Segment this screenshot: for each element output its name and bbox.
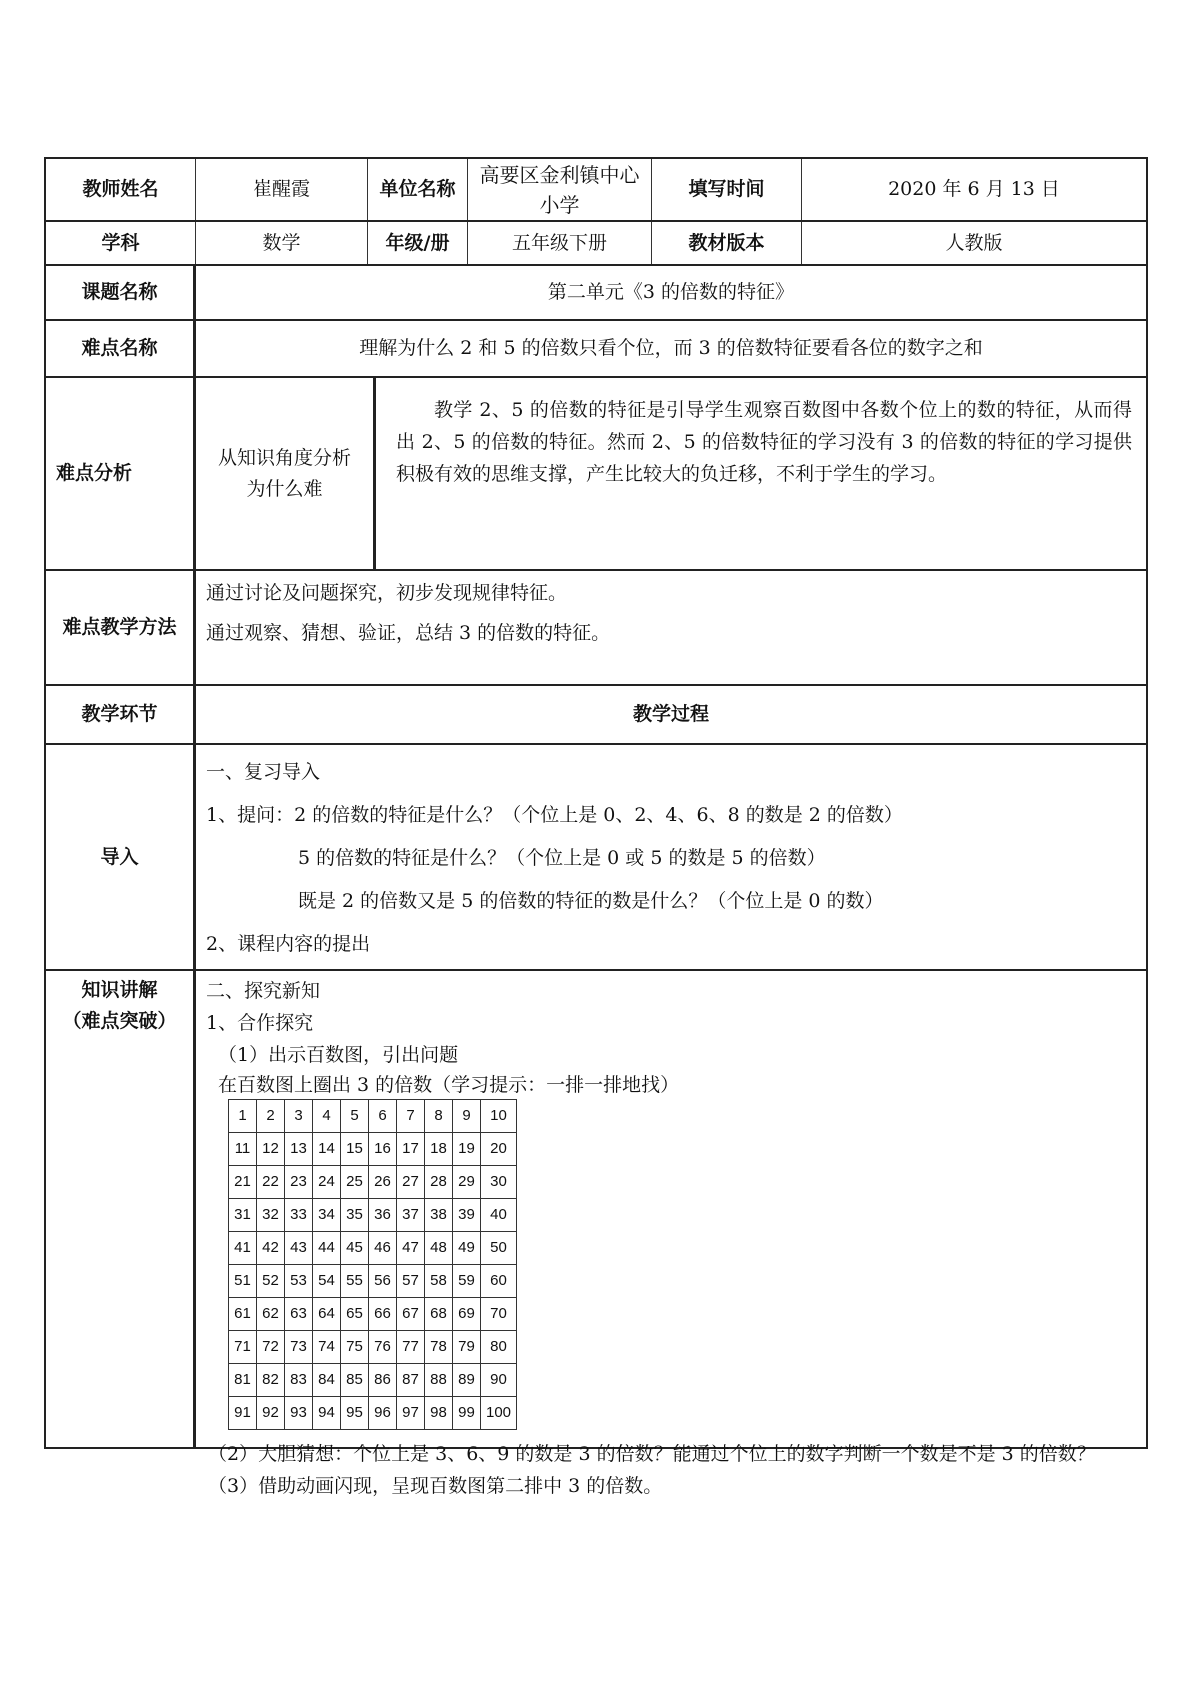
knowledge-line-1: 二、探究新知 [206,980,321,1002]
hundred-chart-cell: 41 [229,1232,257,1265]
hundred-chart-cell: 19 [453,1133,481,1166]
method-row [44,571,1148,686]
hundred-chart-cell: 68 [425,1298,453,1331]
hundred-chart-cell: 26 [369,1166,397,1199]
hundred-chart-cell: 24 [313,1166,341,1199]
hundred-chart-row [229,1232,517,1265]
hundred-chart-cell: 61 [229,1298,257,1331]
hundred-chart-cell: 31 [229,1199,257,1232]
hundred-chart-cell: 100 [481,1397,517,1430]
grade-label: 年级/册 [368,222,468,264]
knowledge-row [44,971,1148,1497]
hundred-chart-cell: 53 [285,1265,313,1298]
hundred-chart-cell: 38 [425,1199,453,1232]
hundred-chart-cell: 4 [313,1100,341,1133]
analysis-sub-label: 从知识角度分析为什么难 [196,378,376,569]
hundred-chart-cell: 16 [369,1133,397,1166]
hundred-chart-cell: 23 [285,1166,313,1199]
hundred-chart [228,1099,517,1430]
hundred-chart-row [229,1133,517,1166]
hundred-chart-row [229,1397,517,1430]
hundred-chart-cell: 2 [257,1100,285,1133]
hundred-chart-cell: 10 [481,1100,517,1133]
hundred-chart-cell: 83 [285,1364,313,1397]
difficulty-value: 理解为什么 2 和 5 的倍数只看个位，而 3 的倍数特征要看各位的数字之和 [359,337,983,360]
hundred-chart-cell: 45 [341,1232,369,1265]
grade-value: 五年级下册 [468,222,652,264]
hundred-chart-cell: 58 [425,1265,453,1298]
intro-line-5: 2、课程内容的提出 [206,933,371,955]
hundred-chart-cell: 49 [453,1232,481,1265]
hundred-chart-cell: 90 [481,1364,517,1397]
knowledge-line-5: （2）大胆猜想：个位上是 3、6、9 的数是 3 的倍数？能通过个位上的数字判断一个数是不是 3 的倍数？ [208,1443,1096,1465]
analysis-text: 教学 2、5 的倍数的特征是引导学生观察百数图中各数个位上的数的特征，从而得出 2、5 的倍数的特征。然而 2、5 的倍数特征的学习没有 3 的倍数的特征的学习提供积极有效的思维支撑，产生比较大的负迁移，不利于学生的学习。 [396,399,1132,485]
topic-row [44,266,1148,321]
hundred-chart-cell: 27 [397,1166,425,1199]
hundred-chart-cell: 28 [425,1166,453,1199]
analysis-row [44,378,1148,571]
hundred-chart-cell: 74 [313,1331,341,1364]
process-header-row [44,686,1148,745]
analysis-label: 难点分析 [46,378,196,569]
hundred-chart-cell: 79 [453,1331,481,1364]
hundred-chart-cell: 93 [285,1397,313,1430]
topic-value: 第二单元《3 的倍数的特征》 [547,281,795,304]
hundred-chart-cell: 64 [313,1298,341,1331]
hundred-chart-cell: 50 [481,1232,517,1265]
hundred-chart-cell: 5 [341,1100,369,1133]
lesson-plan-table [44,157,1148,1497]
knowledge-label: 知识讲解 [81,979,158,1001]
hundred-chart-cell: 6 [369,1100,397,1133]
header-row-1 [44,157,1148,222]
hundred-chart-row [229,1100,517,1133]
hundred-chart-cell: 72 [257,1331,285,1364]
process-label: 教学环节 [46,686,196,743]
hundred-chart-row [229,1166,517,1199]
hundred-chart-cell: 70 [481,1298,517,1331]
knowledge-line-4: 在百数图上圈出 3 的倍数（学习提示：一排一排地找） [218,1074,680,1096]
knowledge-label-2: （难点突破） [62,1010,177,1032]
hundred-chart-cell: 54 [313,1265,341,1298]
hundred-chart-cell: 57 [397,1265,425,1298]
hundred-chart-cell: 35 [341,1199,369,1232]
teacher-label: 教师姓名 [46,159,196,220]
hundred-chart-cell: 99 [453,1397,481,1430]
hundred-chart-cell: 51 [229,1265,257,1298]
header-row-2 [44,222,1148,266]
hundred-chart-cell: 20 [481,1133,517,1166]
hundred-chart-cell: 87 [397,1364,425,1397]
hundred-chart-cell: 91 [229,1397,257,1430]
hundred-chart-cell: 66 [369,1298,397,1331]
hundred-chart-cell: 29 [453,1166,481,1199]
hundred-chart-row [229,1199,517,1232]
difficulty-label: 难点名称 [46,321,196,376]
hundred-chart-cell: 21 [229,1166,257,1199]
hundred-chart-cell: 94 [313,1397,341,1430]
hundred-chart-cell: 52 [257,1265,285,1298]
hundred-chart-cell: 65 [341,1298,369,1331]
hundred-chart-cell: 55 [341,1265,369,1298]
hundred-chart-cell: 96 [369,1397,397,1430]
hundred-chart-cell: 47 [397,1232,425,1265]
subject-value: 数学 [196,222,368,264]
intro-line-2: 1、提问：2 的倍数的特征是什么？（个位上是 0、2、4、6、8 的数是 2 的倍数） [206,804,903,826]
hundred-chart-cell: 85 [341,1364,369,1397]
topic-label: 课题名称 [46,266,196,319]
hundred-chart-cell: 63 [285,1298,313,1331]
hundred-chart-row [229,1331,517,1364]
hundred-chart-cell: 33 [285,1199,313,1232]
knowledge-content [196,971,1146,1497]
hundred-chart-cell: 98 [425,1397,453,1430]
intro-row [44,745,1148,971]
hundred-chart-cell: 7 [397,1100,425,1133]
hundred-chart-cell: 59 [453,1265,481,1298]
hundred-chart-cell: 86 [369,1364,397,1397]
teacher-value: 崔醒霞 [196,159,368,220]
hundred-chart-cell: 14 [313,1133,341,1166]
hundred-chart-row [229,1364,517,1397]
hundred-chart-row [229,1298,517,1331]
hundred-chart-cell: 56 [369,1265,397,1298]
unit-label: 单位名称 [368,159,468,220]
hundred-chart-cell: 34 [313,1199,341,1232]
date-label: 填写时间 [652,159,802,220]
hundred-chart-cell: 17 [397,1133,425,1166]
intro-line-4: 既是 2 的倍数又是 5 的倍数的特征的数是什么？（个位上是 0 的数） [298,890,884,912]
hundred-chart-cell: 60 [481,1265,517,1298]
method-line-1: 通过讨论及问题探究，初步发现规律特征。 [206,582,568,604]
method-content [196,571,1146,684]
hundred-chart-cell: 77 [397,1331,425,1364]
hundred-chart-cell: 32 [257,1199,285,1232]
hundred-chart-cell: 62 [257,1298,285,1331]
hundred-chart-cell: 9 [453,1100,481,1133]
hundred-chart-cell: 13 [285,1133,313,1166]
hundred-chart-cell: 89 [453,1364,481,1397]
hundred-chart-cell: 36 [369,1199,397,1232]
hundred-chart-cell: 39 [453,1199,481,1232]
edition-label: 教材版本 [652,222,802,264]
hundred-chart-cell: 81 [229,1364,257,1397]
edition-value: 人教版 [945,231,1003,254]
date-value: 2020 年 6 月 13 日 [888,178,1060,201]
hundred-chart-row [229,1265,517,1298]
hundred-chart-cell: 84 [313,1364,341,1397]
process-title: 教学过程 [632,703,709,726]
difficulty-row [44,321,1148,378]
hundred-chart-cell: 42 [257,1232,285,1265]
intro-line-1: 一、复习导入 [206,761,321,783]
hundred-chart-cell: 95 [341,1397,369,1430]
hundred-chart-cell: 37 [397,1199,425,1232]
hundred-chart-cell: 97 [397,1397,425,1430]
intro-label: 导入 [46,745,196,969]
hundred-chart-cell: 18 [425,1133,453,1166]
knowledge-line-6: （3）借助动画闪现，呈现百数图第二排中 3 的倍数。 [208,1475,663,1497]
hundred-chart-cell: 40 [481,1199,517,1232]
hundred-chart-cell: 3 [285,1100,313,1133]
hundred-chart-cell: 88 [425,1364,453,1397]
unit-value: 高要区金利镇中心小学 [468,159,652,220]
hundred-chart-cell: 67 [397,1298,425,1331]
hundred-chart-cell: 82 [257,1364,285,1397]
hundred-chart-cell: 73 [285,1331,313,1364]
knowledge-line-2: 1、合作探究 [206,1012,314,1034]
knowledge-line-3: （1）出示百数图，引出问题 [218,1044,459,1066]
hundred-chart-cell: 15 [341,1133,369,1166]
hundred-chart-cell: 22 [257,1166,285,1199]
method-line-2: 通过观察、猜想、验证，总结 3 的倍数的特征。 [206,622,611,644]
knowledge-label-cell [46,971,196,1447]
hundred-chart-cell: 80 [481,1331,517,1364]
hundred-chart-cell: 25 [341,1166,369,1199]
subject-label: 学科 [46,222,196,264]
hundred-chart-cell: 44 [313,1232,341,1265]
hundred-chart-cell: 78 [425,1331,453,1364]
hundred-chart-cell: 48 [425,1232,453,1265]
hundred-chart-cell: 46 [369,1232,397,1265]
method-label: 难点教学方法 [46,571,196,684]
hundred-chart-cell: 92 [257,1397,285,1430]
hundred-chart-cell: 75 [341,1331,369,1364]
hundred-chart-cell: 8 [425,1100,453,1133]
hundred-chart-cell: 11 [229,1133,257,1166]
hundred-chart-cell: 12 [257,1133,285,1166]
hundred-chart-cell: 76 [369,1331,397,1364]
hundred-chart-cell: 30 [481,1166,517,1199]
hundred-chart-cell: 43 [285,1232,313,1265]
intro-line-3: 5 的倍数的特征是什么？（个位上是 0 或 5 的数是 5 的倍数） [298,847,826,869]
hundred-chart-cell: 69 [453,1298,481,1331]
hundred-chart-cell: 71 [229,1331,257,1364]
intro-content [196,745,1146,969]
hundred-chart-cell: 1 [229,1100,257,1133]
